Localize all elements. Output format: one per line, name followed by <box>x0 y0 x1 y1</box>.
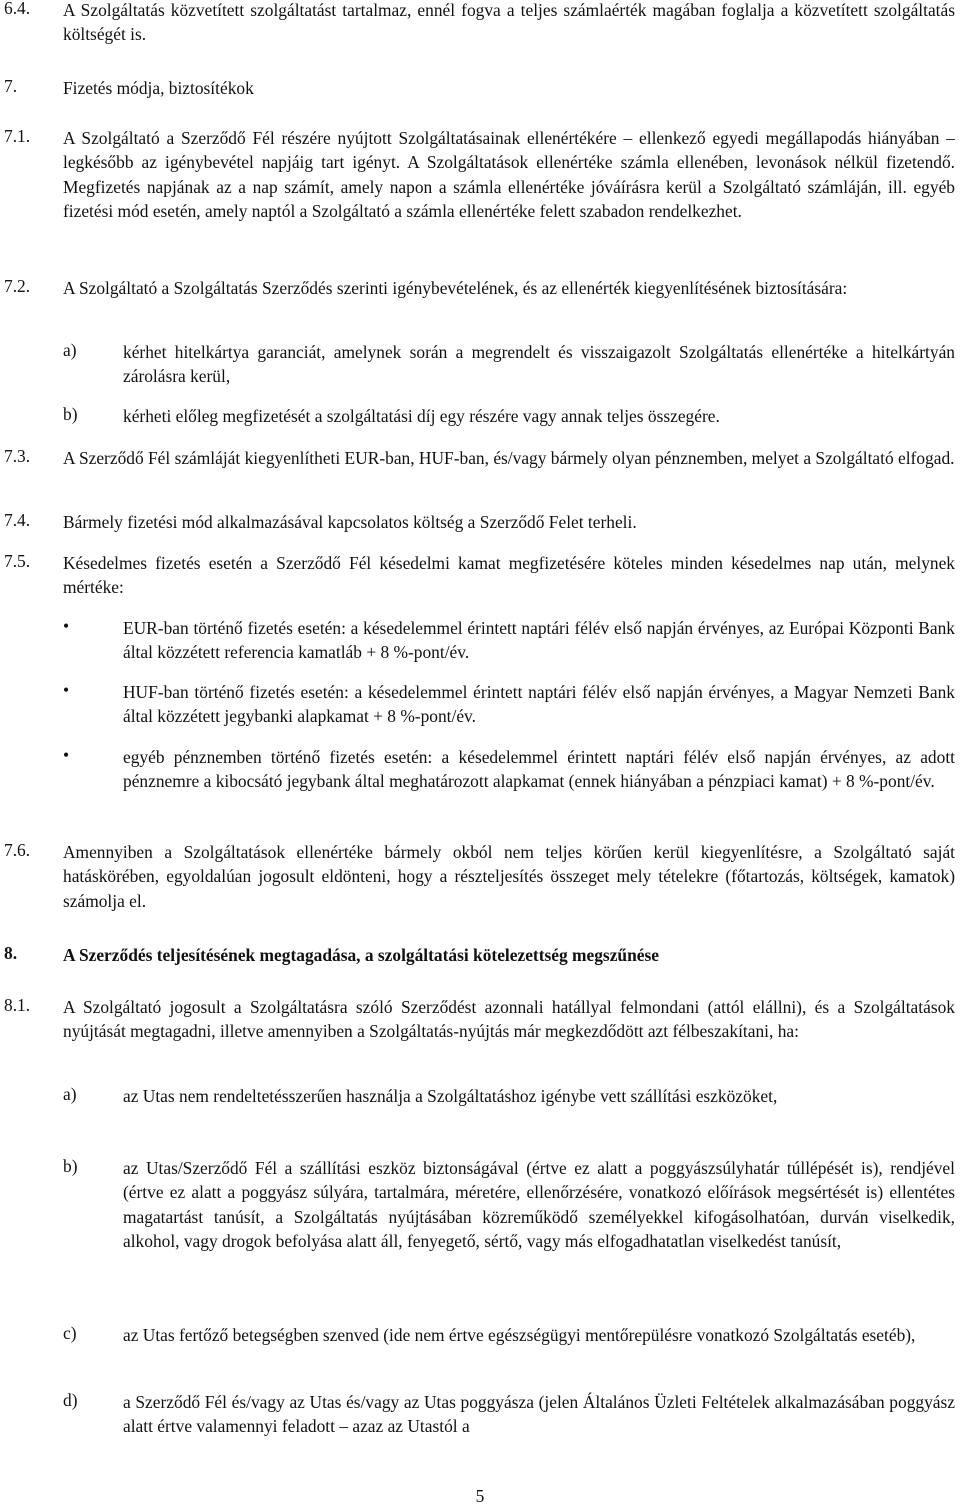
bullet-icon: • <box>63 616 70 636</box>
list-item-label: b) <box>63 404 78 424</box>
section-number: 7.5. <box>4 551 31 571</box>
section-text: A Szolgáltató jogosult a Szolgáltatásra szóló Szerződést azonnali hatállyal felmondani (attól elállni), és a Szolgáltatások nyújtását megtagadni, illetve amennyiben a Szolgáltatás-nyújtás már megkezdődött azt félbeszakítani, ha: <box>63 997 955 1042</box>
section-text: A Szolgáltató a Szolgáltatás Szerződés szerinti igénybevételének, és az ellenérték kiegyenlítésének biztosítására: <box>63 278 848 298</box>
list-item-label: b) <box>63 1156 78 1176</box>
section-number: 7.3. <box>4 446 31 466</box>
section-number: 7.6. <box>4 840 31 860</box>
list-item-text: kérheti előleg megfizetését a szolgáltatási díj egy részére vagy annak teljes összegére. <box>123 406 720 426</box>
list-item-text: a Szerződő Fél és/vagy az Utas és/vagy az Utas poggyásza (jelen Általános Üzleti Feltételek alkalmazásában poggyász alatt értve valamennyi feladott – azaz az Utastól a <box>123 1392 955 1437</box>
section-text: Bármely fizetési mód alkalmazásával kapcsolatos költség a Szerződő Felet terheli. <box>63 512 637 532</box>
section-number: 8.1. <box>4 995 31 1015</box>
list-item-text: az Utas nem rendeltetésszerűen használja a Szolgáltatáshoz igénybe vett szállítási eszközöket, <box>123 1086 778 1106</box>
list-item-label: a) <box>63 1084 77 1104</box>
section-text: Amennyiben a Szolgáltatások ellenértéke bármely okból nem teljes körűen kerül kiegyenlítésre, a Szolgáltató saját hatáskörében, egyoldalúan jogosult eldönteni, hogy a részteljesítés összeget mely tételekre (főtartozás, költségek, kamatok) számolja el. <box>63 842 955 911</box>
section-text: A Szerződő Fél számláját kiegyenlítheti EUR-ban, HUF-ban, és/vagy bármely olyan pénznemben, melyet a Szolgáltató elfogad. <box>63 448 955 468</box>
bullet-item-text: egyéb pénznemben történő fizetés esetén: a késedelemmel érintett naptári félév első napján érvényes, az adott pénznemre a kibocsátó jegybank által meghatározott alapkamat (ennek hiányában a pénzpiaci kamat) + 8 %-pont/év. <box>123 747 955 792</box>
list-item-text: az Utas fertőző betegségben szenved (ide nem értve egészségügyi mentőrepülésre vonatkozó Szolgáltatás esetéb), <box>123 1325 916 1345</box>
page-number: 5 <box>475 1486 485 1506</box>
heading-text: A Szerződés teljesítésének megtagadása, a szolgáltatási kötelezettség megszűnése <box>63 945 659 965</box>
heading-text: Fizetés módja, biztosítékok <box>63 78 254 98</box>
section-number: 7.4. <box>4 510 31 530</box>
heading-number: 8. <box>4 943 18 963</box>
list-item-text: kérhet hitelkártya garanciát, amelynek során a megrendelt és visszaigazolt Szolgáltatás ellenértéke a hitelkártyán zárolásra kerül, <box>123 342 955 387</box>
bullet-icon: • <box>63 745 70 765</box>
list-item-label: d) <box>63 1390 78 1410</box>
section-text: Késedelmes fizetés esetén a Szerződő Fél késedelmi kamat megfizetésére köteles minden késedelmes nap után, melynek mértéke: <box>63 553 955 598</box>
section-number: 7.1. <box>4 126 31 146</box>
list-item-text: az Utas/Szerződő Fél a szállítási eszköz biztonságával (értve ez alatt a poggyászsúlyhatár túllépését is), rendjével (értve ez alatt a poggyász súlyára, tartalmára, méretére, ellenőrzésére, vonatkozó előírások megsértését is) ellentétes magatartást tanúsít, a Szolgáltatás nyújtásában közreműködő személyekkel kifogásolhatóan, durván viselkedik, alkohol, vagy drogok befolyása alatt áll, fenyegető, sértő, vagy más elfogadhatatlan viselkedést tanúsít, <box>123 1158 955 1252</box>
section-number: 7.2. <box>4 276 31 296</box>
section-text: A Szolgáltató a Szerződő Fél részére nyújtott Szolgáltatásainak ellenértékére – ellenkező egyedi megállapodás hiányában – legkésőbb az igénybevétel napjáig tart igényt. A Szolgáltatások ellenértéke számla ellenében, levonások nélkül fizetendő. Megfizetés napjának az a nap számít, amely napon a számla ellenértéke jóváírásra kerül a Szolgáltató számláján, ill. egyéb fizetési mód esetén, amely naptól a Szolgáltató a számla ellenértéke felett szabadon rendelkezhet. <box>63 128 955 222</box>
list-item-label: a) <box>63 340 77 360</box>
list-item-label: c) <box>63 1323 77 1343</box>
heading-number: 7. <box>4 76 18 96</box>
section-text: A Szolgáltatás közvetített szolgáltatást tartalmaz, ennél fogva a teljes számlaérték magában foglalja a közvetített szolgáltatás költségét is. <box>63 0 955 45</box>
section-number: 6.4. <box>4 0 31 18</box>
bullet-icon: • <box>63 680 70 700</box>
bullet-item-text: HUF-ban történő fizetés esetén: a késedelemmel érintett naptári félév első napján érvényes, a Magyar Nemzeti Bank által közzétett jegybanki alapkamat + 8 %-pont/év. <box>123 682 955 727</box>
bullet-item-text: EUR-ban történő fizetés esetén: a késedelemmel érintett naptári félév első napján érvényes, az Európai Központi Bank által közzétett referencia kamatláb + 8 %-pont/év. <box>123 618 955 663</box>
